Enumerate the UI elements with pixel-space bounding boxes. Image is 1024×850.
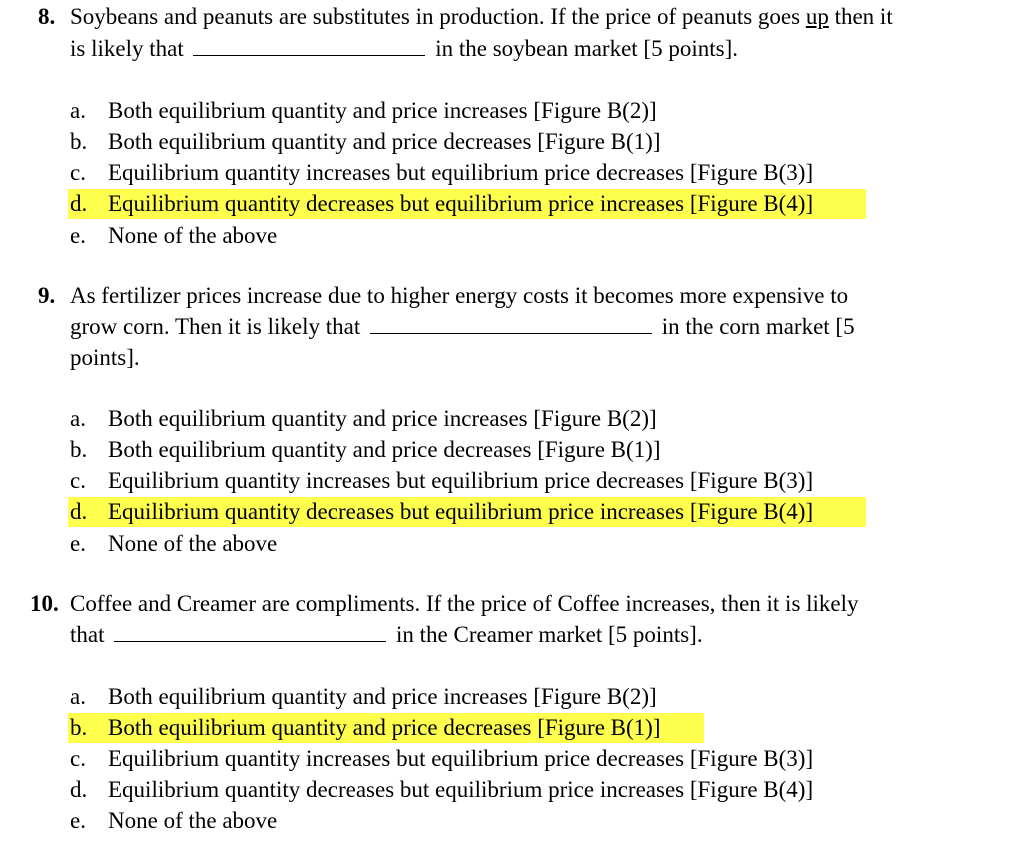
question-text-part: grow corn. Then it is likely that <box>70 314 361 339</box>
option-letter: d. <box>70 499 88 524</box>
option-letter: e. <box>70 808 86 833</box>
question-text-part: in the soybean market [5 points]. <box>435 36 738 61</box>
option-row <box>0 775 1024 805</box>
question-9-line-3 <box>70 343 140 373</box>
question-text-part: Soybeans and peanuts are substitutes in production. If the price of peanuts goes <box>70 4 806 29</box>
option-text: Equilibrium quantity decreases but equilibrium price increases [Figure B(4)] <box>108 191 814 216</box>
question-number: 8. <box>38 4 56 29</box>
answer-blank <box>370 315 652 334</box>
question-text-part: that <box>70 622 105 647</box>
question-text-part: in the Creamer market [5 points]. <box>396 622 703 647</box>
option-row-highlighted <box>68 497 866 527</box>
option-letter: a. <box>70 406 86 431</box>
question-text-part: in the corn market [5 <box>661 314 855 339</box>
option-text: Both equilibrium quantity and price increases [Figure B(2)] <box>108 406 657 431</box>
option-row <box>0 466 1024 496</box>
option-letter: a. <box>70 684 86 709</box>
option-text: Both equilibrium quantity and price increases [Figure B(2)] <box>108 684 657 709</box>
option-letter: e. <box>70 531 86 556</box>
option-text: Equilibrium quantity decreases but equilibrium price increases [Figure B(4)] <box>108 777 814 802</box>
question-10-line-2 <box>70 620 703 650</box>
question-9-line-2 <box>70 312 855 342</box>
option-text: None of the above <box>108 223 278 248</box>
option-row <box>0 682 1024 712</box>
option-letter: e. <box>70 223 86 248</box>
question-number: 10. <box>30 591 59 616</box>
option-letter: c. <box>70 746 86 771</box>
answer-blank <box>193 37 425 56</box>
question-text-part: points]. <box>70 345 140 370</box>
option-text: Equilibrium quantity increases but equilibrium price decreases [Figure B(3)] <box>108 160 814 185</box>
option-letter: d. <box>70 191 88 216</box>
question-9-line-1 <box>38 281 849 311</box>
option-row <box>0 96 1024 126</box>
option-letter: c. <box>70 468 86 493</box>
option-letter: c. <box>70 160 86 185</box>
question-text <box>70 2 893 32</box>
question-8-line-2 <box>70 34 738 64</box>
option-letter: b. <box>70 437 88 462</box>
question-8-line-1 <box>38 2 893 32</box>
question-number: 9. <box>38 283 56 308</box>
option-text: Equilibrium quantity increases but equilibrium price decreases [Figure B(3)] <box>108 746 814 771</box>
option-text: None of the above <box>108 808 278 833</box>
option-text: Both equilibrium quantity and price decreases [Figure B(1)] <box>108 437 661 462</box>
question-text: Coffee and Creamer are compliments. If the price of Coffee increases, then it is likely <box>70 591 859 616</box>
option-text: Both equilibrium quantity and price increases [Figure B(2)] <box>108 98 657 123</box>
option-row <box>0 744 1024 774</box>
question-text-part: then it <box>828 4 893 29</box>
option-letter: b. <box>70 715 88 740</box>
question-text: As fertilizer prices increase due to higher energy costs it becomes more expensive to <box>70 283 849 308</box>
answer-blank <box>114 623 386 642</box>
question-10-line-1 <box>30 589 859 619</box>
option-row-highlighted <box>68 713 704 743</box>
option-letter: d. <box>70 777 88 802</box>
option-text: Equilibrium quantity decreases but equilibrium price increases [Figure B(4)] <box>108 499 814 524</box>
option-text: None of the above <box>108 531 278 556</box>
option-letter: b. <box>70 129 88 154</box>
option-row <box>0 158 1024 188</box>
option-text: Equilibrium quantity increases but equilibrium price decreases [Figure B(3)] <box>108 468 814 493</box>
option-row <box>0 435 1024 465</box>
option-text: Both equilibrium quantity and price decreases [Figure B(1)] <box>108 715 661 740</box>
option-text: Both equilibrium quantity and price decreases [Figure B(1)] <box>108 129 661 154</box>
option-row-highlighted <box>68 189 866 219</box>
option-row <box>0 806 1024 836</box>
option-letter: a. <box>70 98 86 123</box>
question-text-part: is likely that <box>70 36 184 61</box>
option-row <box>0 221 1024 251</box>
emphasized-word: up <box>805 4 829 29</box>
option-row <box>0 404 1024 434</box>
option-row <box>0 529 1024 559</box>
option-row <box>0 127 1024 157</box>
